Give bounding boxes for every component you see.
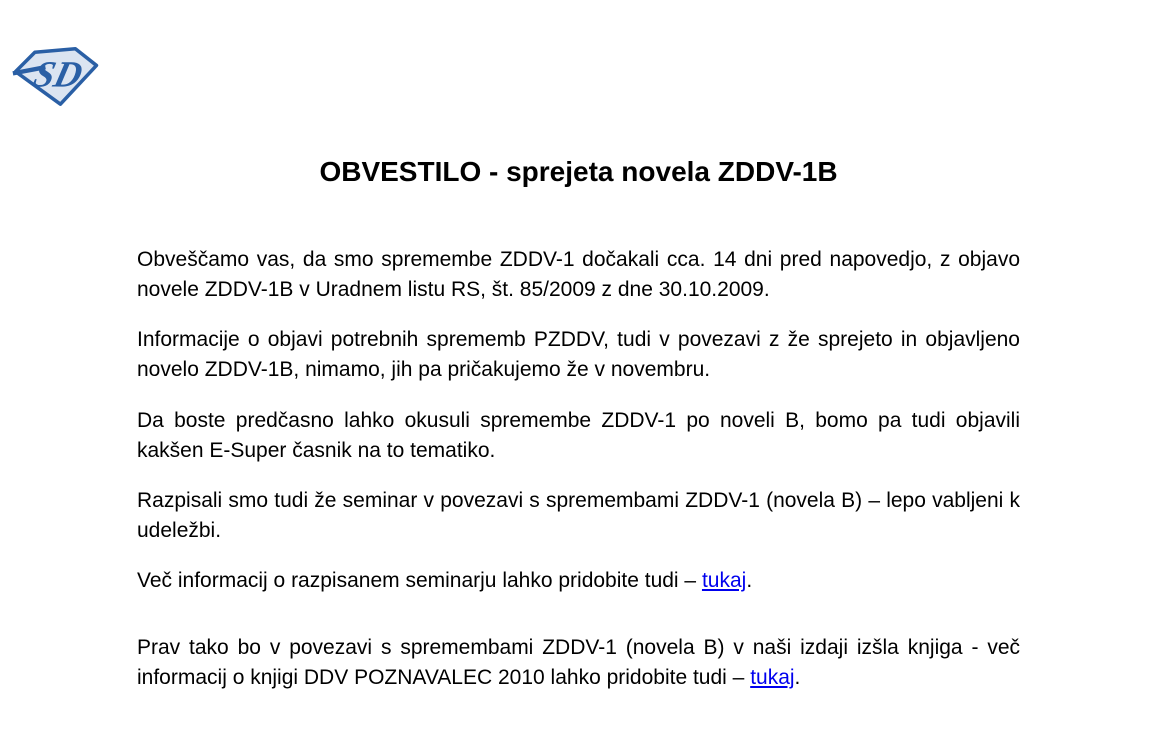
paragraph-esuper: [137, 406, 1020, 466]
sd-logo-icon: [12, 44, 100, 108]
paragraph-text: .: [794, 666, 801, 689]
paragraph-seminar-link: [137, 566, 1020, 596]
paragraph-text: Obveščamo vas, da smo spremembe ZDDV-1 dočakali cca. 14 dni pred napovedjo, z objavo novele ZDDV-1B v Uradnem listu RS, št. 85/2009 z dne 30.10.2009.: [137, 248, 1020, 301]
page-title: OBVESTILO - sprejeta novela ZDDV-1B: [319, 156, 838, 187]
paragraph-text: Informacije o objavi potrebnih sprememb PZDDV, tudi v povezavi z že sprejeto in objavljeno novelo ZDDV-1B, nimamo, jih pa pričakujemo že v novembru.: [137, 328, 1020, 381]
paragraph-book-link: [137, 633, 1020, 693]
tukaj-link-seminar[interactable]: tukaj: [701, 569, 747, 592]
paragraph-text: .: [746, 569, 753, 592]
paragraph-text: Da boste predčasno lahko okusuli spremembe ZDDV-1 po noveli B, bomo pa tudi objavili kakšen E-Super časnik na to tematiko.: [137, 409, 1020, 462]
paragraph-pzddv-info: [137, 325, 1020, 385]
paragraph-seminar: [137, 486, 1020, 546]
sd-logo-letters: SD: [29, 55, 87, 96]
paragraph-text: Razpisali smo tudi že seminar v povezavi s spremembami ZDDV-1 (novela B) – lepo vabljeni k udeležbi.: [137, 489, 1020, 542]
sd-logo: [12, 44, 100, 108]
paragraph-text: Prav tako bo v povezavi s spremembami ZDDV-1 (novela B) v naši izdaji izšla knjiga - več informacij o knjigi DDV POZNAVALEC 2010 lahko pridobite tudi –: [137, 636, 1020, 689]
paragraph-announcement: [137, 245, 1020, 305]
tukaj-link-book[interactable]: tukaj: [750, 666, 795, 689]
paragraph-text: Več informacij o razpisanem seminarju lahko pridobite tudi –: [137, 569, 702, 592]
